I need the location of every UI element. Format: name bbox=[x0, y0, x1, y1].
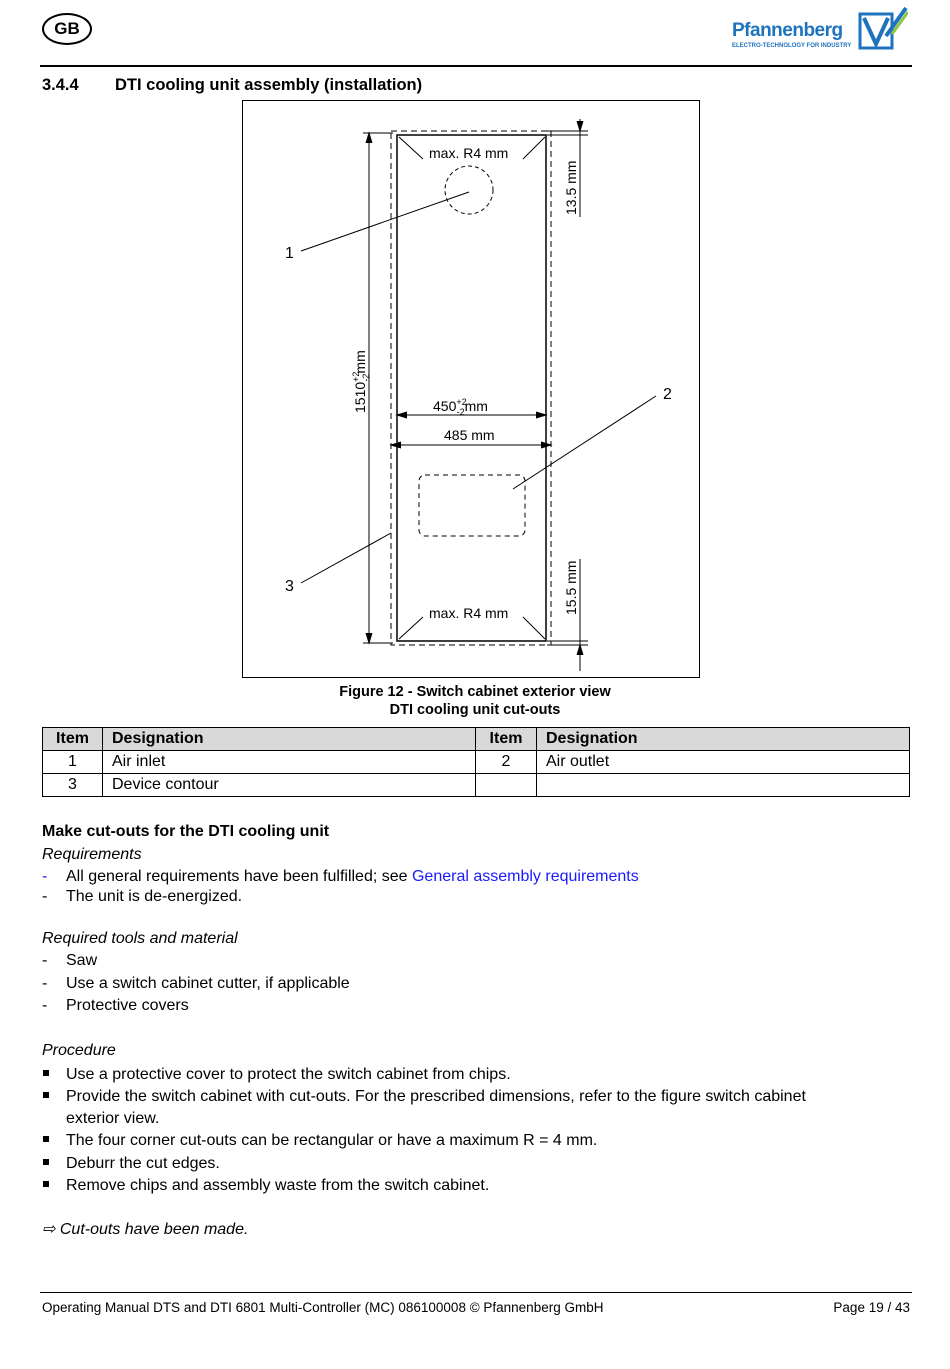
bullet-icon bbox=[43, 1070, 49, 1076]
callout-1-leader bbox=[301, 192, 469, 251]
subsection-heading: Make cut-outs for the DTI cooling unit bbox=[42, 823, 330, 840]
language-badge: GB bbox=[42, 13, 92, 45]
section-title: DTI cooling unit assembly (installation) bbox=[115, 76, 423, 94]
list-text: Deburr the cut edges. bbox=[66, 1155, 220, 1172]
figure-caption-line2: DTI cooling unit cut-outs bbox=[389, 702, 561, 718]
list-text: Protective covers bbox=[66, 997, 189, 1014]
table-cell: 2 bbox=[476, 751, 537, 774]
device-contour-outline bbox=[391, 131, 551, 645]
logo-name: Pfannenberg bbox=[732, 20, 843, 41]
header-item-1: Item bbox=[43, 728, 103, 751]
header-item-2: Item bbox=[476, 728, 537, 751]
logo-tagline: ELECTRO-TECHNOLOGY FOR INDUSTRY bbox=[732, 43, 852, 49]
requirements-label: Requirements bbox=[42, 846, 142, 863]
r4-top-label: max. R4 mm bbox=[429, 145, 509, 161]
footer-rule bbox=[40, 1292, 912, 1293]
table-cell: 3 bbox=[43, 774, 103, 797]
bullet-icon bbox=[43, 1136, 49, 1142]
callout-3: 3 bbox=[285, 578, 294, 595]
footer-left: Operating Manual DTS and DTI 6801 Multi-Controller (MC) 086100008 © Pfannenberg GmbH bbox=[42, 1300, 604, 1315]
r4-bottom-label: max. R4 mm bbox=[429, 605, 509, 621]
figure-caption-line1: Figure 12 - Switch cabinet exterior view bbox=[339, 684, 611, 700]
table-cell: Device contour bbox=[103, 774, 476, 797]
list-text: Saw bbox=[66, 952, 98, 969]
header-designation-2: Designation bbox=[537, 728, 910, 751]
section-number: 3.4.4 bbox=[42, 76, 79, 94]
air-outlet-rect bbox=[419, 475, 525, 536]
table-cell bbox=[537, 774, 910, 797]
result-arrow-icon: ⇨ bbox=[42, 1221, 56, 1238]
list-text: Use a switch cabinet cutter, if applicable bbox=[66, 975, 350, 992]
list-text: The four corner cut-outs can be rectangular or have a maximum R = 4 mm. bbox=[66, 1132, 598, 1149]
general-requirements-link[interactable]: General assembly requirements bbox=[411, 868, 639, 885]
callout-3-leader bbox=[301, 533, 391, 583]
list-marker: - bbox=[42, 888, 48, 905]
list-text: All general requirements have been fulfilled; see bbox=[66, 868, 412, 885]
bullet-icon bbox=[43, 1159, 49, 1165]
table-cell: Air inlet bbox=[103, 751, 476, 774]
list-marker: - bbox=[42, 868, 48, 885]
list-text: The unit is de-energized. bbox=[66, 888, 243, 905]
callout-2: 2 bbox=[663, 386, 672, 403]
dim-bottom-label: 15.5 mm bbox=[563, 560, 579, 615]
result-text: Cut-outs have been made. bbox=[59, 1221, 249, 1238]
tools-label: Required tools and material bbox=[42, 930, 238, 947]
list-text: Remove chips and assembly waste from the switch cabinet. bbox=[66, 1177, 490, 1194]
item-table bbox=[42, 727, 910, 797]
table-cell bbox=[476, 774, 537, 797]
cabinet-cutout bbox=[397, 135, 546, 641]
dim-top-label: 13.5 mm bbox=[563, 160, 579, 215]
bullet-icon bbox=[43, 1181, 49, 1187]
list-text: Use a protective cover to protect the switch cabinet from chips. bbox=[66, 1066, 511, 1083]
air-inlet-circle bbox=[445, 166, 493, 214]
table-header-row bbox=[43, 728, 910, 751]
pfannenberg-logo-icon bbox=[856, 6, 908, 52]
table-row bbox=[43, 751, 910, 774]
section-heading bbox=[42, 76, 422, 95]
height-label: $1510^{+2}-2mm$ bbox=[351, 350, 371, 413]
callout-1: 1 bbox=[285, 245, 294, 262]
result-line bbox=[42, 1219, 248, 1241]
cutout-drawing bbox=[243, 101, 699, 677]
header-rule bbox=[40, 65, 912, 67]
callout-2-leader bbox=[513, 396, 656, 489]
company-logo bbox=[732, 6, 908, 52]
procedure-label: Procedure bbox=[42, 1042, 116, 1059]
page-number: Page 19 / 43 bbox=[833, 1300, 910, 1315]
bullet-icon bbox=[43, 1092, 49, 1098]
table-cell: 1 bbox=[43, 751, 103, 774]
outer-width-label: 485 mm bbox=[444, 427, 495, 443]
list-text: exterior view. bbox=[66, 1110, 160, 1127]
inner-width-label: $450^{+2}$ -2mm bbox=[433, 397, 488, 417]
list-text: Provide the switch cabinet with cut-outs. For the prescribed dimensions, refer to the figure switch cabinet bbox=[66, 1088, 806, 1105]
figure-frame bbox=[242, 100, 700, 678]
header-designation-1: Designation bbox=[103, 728, 476, 751]
table-cell: Air outlet bbox=[537, 751, 910, 774]
table-row bbox=[43, 774, 910, 797]
